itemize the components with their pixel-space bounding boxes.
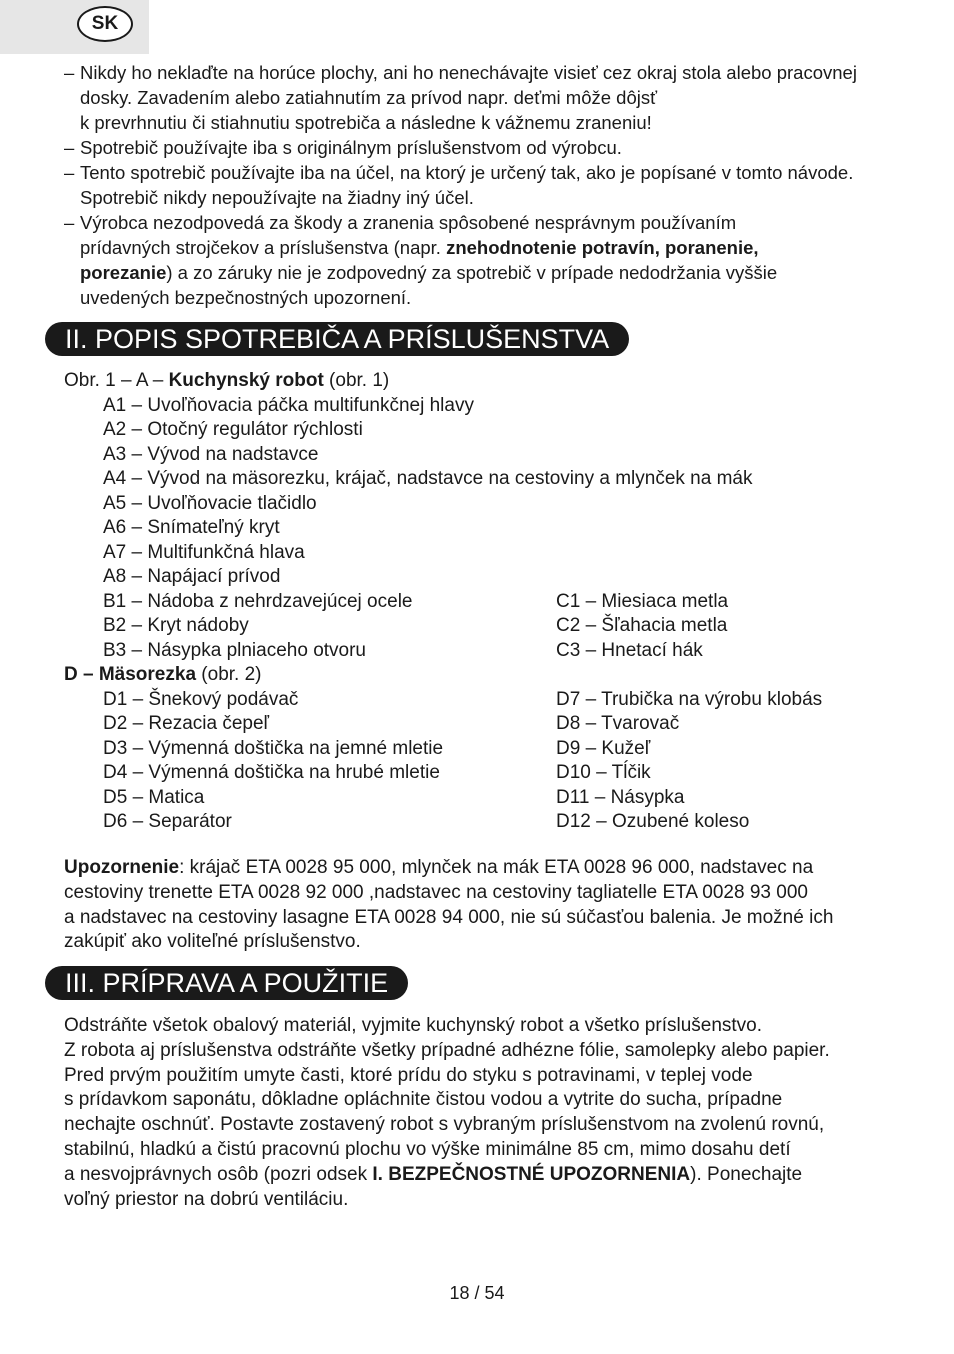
paragraph-line: voľný priestor na dobrú ventiláciu. (64, 1188, 349, 1210)
note-label: Upozornenie (64, 857, 180, 878)
figure1-caption (64, 369, 389, 394)
caption-prefix: Obr. 1 – A – (64, 370, 169, 391)
part-item: A2 – Otočný regulátor rýchlosti (103, 419, 363, 440)
bullet-line: Nikdy ho neklaďte na horúce plochy, ani ho nenechávajte visieť cez okraj stola alebo pracovnej (80, 62, 857, 83)
preparation-paragraph (64, 1014, 914, 1212)
part-item: D11 – Násypka (556, 786, 685, 808)
bullet-line: Výrobca nezodpovedá za škody a zranenia spôsobené nesprávnym používaním (80, 212, 737, 233)
part-item: B3 – Násypka plniaceho otvoru (103, 639, 366, 661)
paragraph-text: ). Ponechajte (690, 1163, 803, 1185)
part-item: D10 – Tĺčik (556, 762, 651, 783)
paragraph-line: s prídavkom saponátu, dôkladne opláchnite čistou vodou a vytrite do sucha, prípadne (64, 1089, 783, 1111)
safety-bullet (64, 60, 914, 135)
section-heading-preparation: III. PRÍPRAVA A POUŽITIE (45, 966, 408, 1000)
bullet-dash: – (64, 62, 75, 83)
part-item: A7 – Multifunkčná hlava (103, 541, 305, 563)
note-line: zakúpiť ako voliteľné príslušenstvo. (64, 931, 361, 953)
section-heading-description: II. POPIS SPOTREBIČA A PRÍSLUŠENSTVA (45, 322, 629, 356)
safety-bullet (64, 135, 914, 160)
bullet-line: k prevrhnutiu či stiahnutiu spotrebiča a následne k vážnemu zraneniu! (80, 112, 652, 133)
note-line: a nadstavec na cestoviny lasagne ETA 0028 94 000, nie sú súčasťou balenia. Je možné ich (64, 906, 834, 928)
part-item: C1 – Miesiaca metla (556, 590, 729, 612)
part-item: A3 – Vývod na nadstavce (103, 443, 319, 465)
part-item: C2 – Šľahacia metla (556, 615, 728, 636)
bullet-line: uvedených bezpečnostných upozornení. (80, 287, 412, 308)
bullet-line: Spotrebič nikdy nepoužívajte na žiadny iný účel. (80, 187, 474, 208)
part-item: A8 – Napájací prívod (103, 566, 281, 587)
part-item: A1 – Uvoľňovacia páčka multifunkčnej hlavy (103, 394, 474, 416)
bullet-text: ) a zo záruky nie je zodpovedný za spotrebič v prípade nedodržania vyššie (166, 262, 778, 283)
caption-suffix: (obr. 1) (323, 370, 390, 391)
part-item: D3 – Výmenná doštička na jemné mletie (103, 737, 444, 759)
paragraph-line (64, 1163, 914, 1188)
bullet-dash: – (64, 212, 75, 233)
part-item: A4 – Vývod na mäsorezku, krájač, nadstavce na cestoviny a mlynček na mák (103, 468, 753, 489)
caption-suffix: (obr. 2) (196, 664, 262, 685)
page-number: 18 / 54 (449, 1283, 505, 1303)
part-item: A6 – Snímateľný kryt (103, 517, 280, 538)
paragraph-line: nechajte oschnúť. Postavte zostavený robot s vybraným príslušenstvom na zvolenú rovnú, (64, 1114, 825, 1136)
section-reference: I. BEZPEČNOSTNÉ UPOZORNENIA (372, 1163, 691, 1185)
bullet-line: dosky. Zavadením alebo zatiahnutím za prívod napr. deťmi môže dôjsť (80, 87, 658, 108)
part-item: D12 – Ozubené koleso (556, 811, 750, 832)
part-item: D1 – Šnekový podávač (103, 688, 299, 710)
bullet-text: prídavných strojčekov a príslušenstva (napr. (80, 237, 447, 258)
safety-bullet (64, 210, 914, 310)
part-item: B2 – Kryt nádoby (103, 615, 249, 636)
figure2-caption (64, 663, 262, 688)
part-item: A5 – Uvoľňovacie tlačidlo (103, 492, 317, 514)
bullet-text-bold: porezanie (80, 262, 167, 283)
part-item: D6 – Separátor (103, 811, 232, 832)
caption-bold: D – Mäsorezka (64, 664, 197, 685)
paragraph-line: Odstráňte všetok obalový materiál, vyjmite kuchynský robot a všetko príslušenstvo. (64, 1015, 763, 1036)
part-item: B1 – Nádoba z nehrdzavejúcej ocele (103, 590, 413, 612)
note-text: : krájač ETA 0028 95 000, mlynček na mák ETA 0028 96 000, nadstavec na (179, 857, 814, 878)
caption-bold: Kuchynský robot (168, 370, 324, 391)
language-badge: SK (77, 6, 133, 42)
accessory-note (64, 856, 914, 955)
bullet-dash: – (64, 137, 75, 158)
part-item: D5 – Matica (103, 786, 205, 808)
bullet-dash: – (64, 162, 75, 183)
note-line (64, 856, 914, 881)
bullet-line (80, 235, 914, 260)
bullet-line: Tento spotrebič používajte iba na účel, na ktorý je určený tak, ako je popísané v tomto návode. (80, 162, 854, 183)
bullet-line (80, 260, 914, 285)
safety-bullet (64, 160, 914, 210)
paragraph-text: a nesvojprávnych osôb (pozri odsek (64, 1163, 373, 1185)
bullet-line: Spotrebič používajte iba s originálnym príslušenstvom od výrobcu. (80, 137, 622, 158)
safety-bullet-list (64, 60, 914, 310)
part-item: D9 – Kužeľ (556, 737, 651, 759)
part-item: D7 – Trubička na výrobu klobás (556, 688, 823, 710)
paragraph-line: Pred prvým použitím umyte časti, ktoré prídu do styku s potravinami, v teplej vode (64, 1064, 753, 1086)
part-item: D2 – Rezacia čepeľ (103, 713, 270, 734)
note-line: cestoviny trenette ETA 0028 92 000 ,nadstavec na cestoviny tagliatelle ETA 0028 93 000 (64, 881, 808, 903)
bullet-text-bold: znehodnotenie potravín, poranenie, (446, 237, 759, 258)
paragraph-line: stabilnú, hladkú a čistú pracovnú plochu vo výške minimálne 85 cm, mimo dosahu detí (64, 1138, 791, 1160)
part-item: D8 – Tvarovač (556, 713, 680, 734)
part-item: D4 – Výmenná doštička na hrubé mletie (103, 762, 440, 783)
paragraph-line: Z robota aj príslušenstva odstráňte všetky prípadné adhézne fólie, samolepky alebo papier. (64, 1039, 830, 1061)
part-item: C3 – Hnetací hák (556, 639, 703, 661)
